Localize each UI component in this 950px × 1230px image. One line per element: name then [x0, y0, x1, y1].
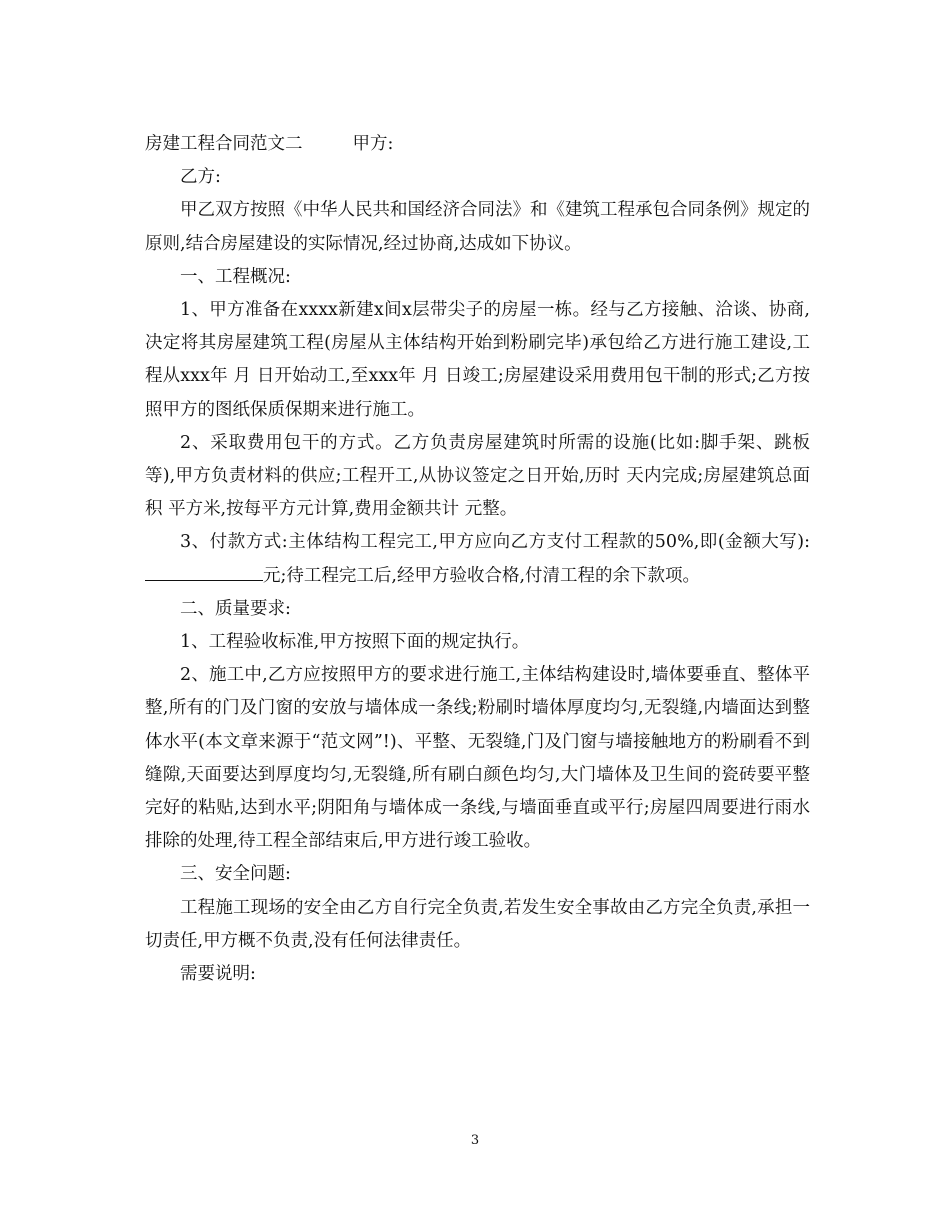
- overview-clause-2: 2、采取费用包干的方式。乙方负责房屋建筑时所需的设施(比如:脚手架、跳板等),甲方负责材料的供应;工程开工,从协议签定之日开始,历时 天内完成;房屋建筑总面积 平方米,按每平方元计算,费用金额共计 元整。: [145, 432, 810, 520]
- document-title: 房建工程合同范文二: [145, 134, 303, 154]
- section-heading-safety: 三、安全问题:: [180, 864, 291, 885]
- notes-heading: 需要说明:: [180, 964, 256, 985]
- section-heading-quality: 二、质量要求:: [180, 598, 291, 619]
- payment-text-before: 3、付款方式:主体结构工程完工,甲方应向乙方支付工程款的50%,即(金额大写):: [180, 532, 810, 553]
- party-b-label: 乙方:: [180, 167, 221, 188]
- preamble-paragraph: 甲乙双方按照《中华人民共和国经济合同法》和《建筑工程承包合同条例》规定的原则,结合房屋建设的实际情况,经过协商,达成如下协议。: [145, 200, 810, 254]
- section-heading-overview: 一、工程概况:: [180, 266, 291, 287]
- overview-clause-3: [145, 526, 810, 592]
- quality-clause-1: 1、工程验收标准,甲方按照下面的规定执行。: [180, 632, 530, 653]
- document-body: [145, 128, 810, 991]
- quality-clause-2: 2、施工中,乙方应按照甲方的要求进行施工,主体结构建设时,墙体要垂直、整体平整,所有的门及门窗的安放与墙体成一条线;粉刷时墙体厚度均匀,无裂缝,内墙面达到整体水平(本文章来源于“范文网”!)、平整、无裂缝,门及门窗与墙接触地方的粉刷看不到缝隙,天面要达到厚度均匀,无裂缝,所有刷白颜色均匀,大门墙体及卫生间的瓷砖要平整完好的粘贴,达到水平;阴阳角与墙体成一条线,与墙面垂直或平行;房屋四周要进行雨水排除的处理,待工程全部结束后,甲方进行竣工验收。: [145, 665, 810, 852]
- overview-clause-1: 1、甲方准备在xxxx新建x间x层带尖子的房屋一栋。经与乙方接触、洽谈、协商,决定将其房屋建筑工程(房屋从主体结构开始到粉刷完毕)承包给乙方进行施工建设,工程从xxx年 月 日开始动工,至xxx年 月 日竣工;房屋建设采用费用包干制的形式;乙方按照甲方的图纸保质保期来进行施工。: [145, 300, 810, 420]
- safety-clause: 工程施工现场的安全由乙方自行完全负责,若发生安全事故由乙方完全负责,承担一切责任,甲方概不负责,没有任何法律责任。: [145, 897, 810, 951]
- party-a-label: 甲方:: [352, 134, 394, 154]
- title-line: [145, 128, 810, 161]
- page-number: 3: [470, 1133, 480, 1148]
- payment-text-after: 元;待工程完工后,经甲方验收合格,付清工程的余下款项。: [263, 565, 701, 586]
- amount-blank-line: [145, 562, 263, 581]
